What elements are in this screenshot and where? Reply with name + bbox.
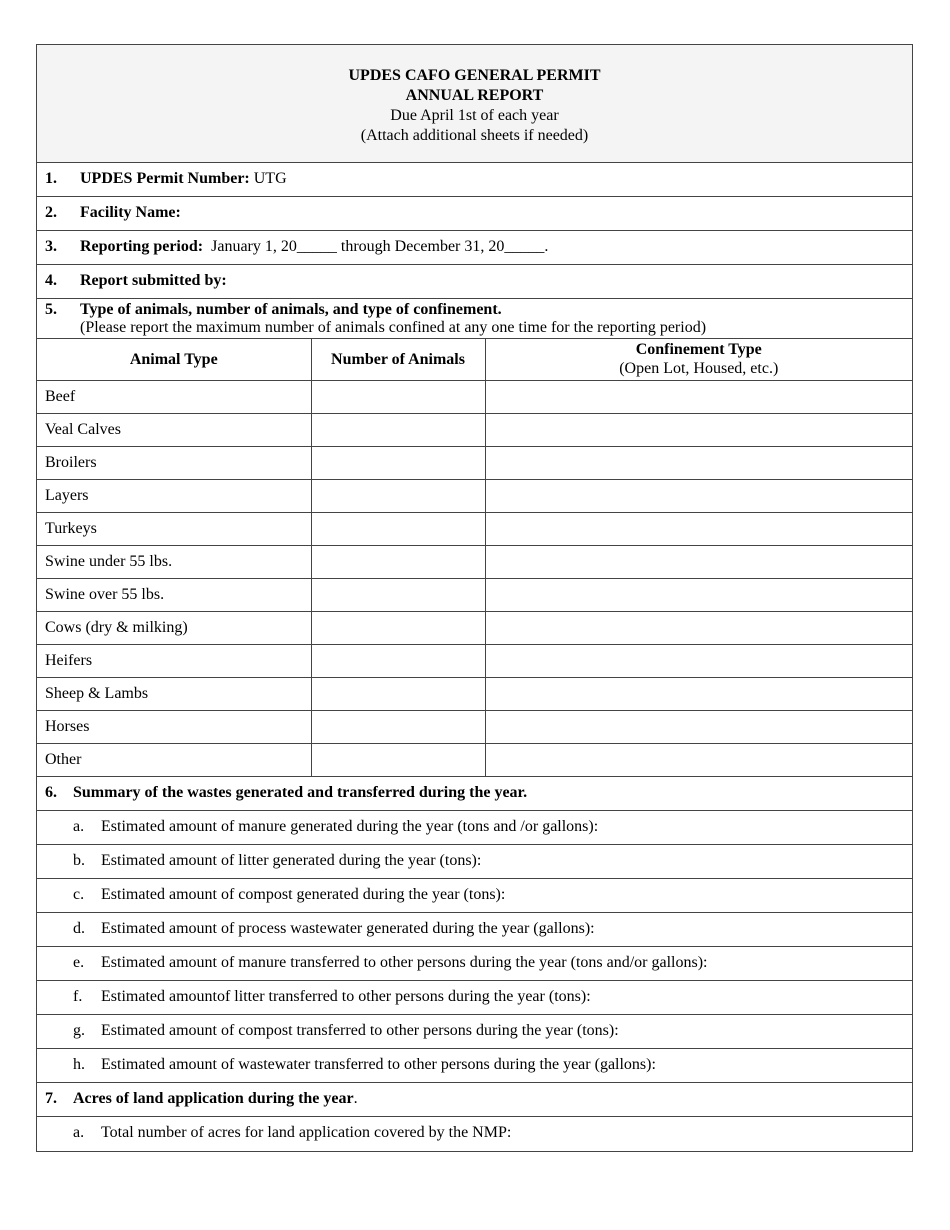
item-text: Estimated amount of compost generated during the year (tons): [101, 885, 506, 903]
animal-row [37, 545, 912, 578]
item-text: Estimated amount of litter generated during the year (tons): [101, 851, 482, 869]
summary-item [73, 852, 481, 870]
animal-type-cell: Broilers [37, 446, 311, 479]
number-of-animals-input[interactable] [311, 479, 485, 512]
item-text: Total number of acres for land application covered by the NMP: [101, 1123, 512, 1141]
column-number-of-animals: Number of Animals [311, 339, 485, 380]
reporting-period-label: Reporting period: [80, 238, 204, 255]
summary-item-row[interactable] [37, 947, 912, 981]
animal-type-cell: Heifers [37, 644, 311, 677]
land-application-field [73, 1090, 358, 1108]
confinement-type-input[interactable] [485, 710, 912, 743]
summary-item-row[interactable] [37, 811, 912, 845]
item-letter: c. [73, 885, 85, 903]
animal-type-cell: Cows (dry & milking) [37, 611, 311, 644]
facility-name-label: Facility Name: [80, 204, 181, 221]
permit-number-label: UPDES Permit Number: [80, 170, 250, 187]
item-text: Estimated amountof litter transferred to other persons during the year (tons): [101, 987, 591, 1005]
summary-item [73, 1056, 656, 1074]
animal-type-cell: Swine under 55 lbs. [37, 545, 311, 578]
column-animal-type: Animal Type [37, 339, 311, 380]
item-text: Estimated amount of process wastewater generated during the year (gallons): [101, 919, 595, 937]
animal-row [37, 413, 912, 446]
item-letter: b. [73, 851, 85, 869]
item-text: Estimated amount of manure transferred to other persons during the year (tons and/or gallons): [101, 953, 708, 971]
permit-number-value: UTG [253, 170, 287, 187]
summary-item-row[interactable] [37, 879, 912, 913]
summary-item [73, 818, 598, 836]
confinement-type-input[interactable] [485, 479, 912, 512]
land-application-period: . [353, 1089, 358, 1107]
item-letter: a. [73, 817, 85, 835]
confinement-type-input[interactable] [485, 512, 912, 545]
animal-type-cell: Sheep & Lambs [37, 677, 311, 710]
animal-type-cell: Veal Calves [37, 413, 311, 446]
summary-item [73, 886, 505, 904]
animal-row [37, 644, 912, 677]
item-letter: e. [73, 953, 85, 971]
permit-number-field[interactable] [80, 170, 287, 188]
animal-row [37, 479, 912, 512]
number-of-animals-input[interactable] [311, 743, 485, 776]
number-of-animals-input[interactable] [311, 710, 485, 743]
animal-row [37, 446, 912, 479]
form-subtitle: ANNUAL REPORT [405, 87, 544, 104]
animals-section-heading [37, 299, 912, 339]
animal-row [37, 677, 912, 710]
number-of-animals-input[interactable] [311, 611, 485, 644]
form-header [37, 45, 912, 163]
submitted-by-label: Report submitted by: [80, 272, 227, 289]
confinement-type-input[interactable] [485, 545, 912, 578]
facility-name-row[interactable] [37, 197, 912, 231]
confinement-type-input[interactable] [485, 578, 912, 611]
summary-item-row[interactable] [37, 913, 912, 947]
confinement-type-input[interactable] [485, 413, 912, 446]
animal-row [37, 512, 912, 545]
number-of-animals-input[interactable] [311, 677, 485, 710]
number-of-animals-input[interactable] [311, 545, 485, 578]
animal-row [37, 611, 912, 644]
q7-number: 7. [45, 1089, 57, 1107]
q1-number: 1. [45, 170, 57, 187]
animals-section-note: (Please report the maximum number of animals confined at any one time for the reporting period) [80, 319, 707, 336]
summary-item-row[interactable] [37, 1015, 912, 1049]
number-of-animals-input[interactable] [311, 512, 485, 545]
due-date-note: Due April 1st of each year [390, 107, 559, 124]
annual-report-form [36, 44, 913, 1152]
animal-type-cell: Turkeys [37, 512, 311, 545]
animal-row [37, 743, 912, 776]
animal-type-cell: Swine over 55 lbs. [37, 578, 311, 611]
wastes-section-label: Summary of the wastes generated and transferred during the year. [73, 783, 528, 801]
item-letter: d. [73, 919, 85, 937]
summary-item [73, 1124, 511, 1142]
reporting-period-value: January 1, 20_____ through December 31, 20_____. [211, 238, 549, 255]
land-application-heading [37, 1083, 912, 1117]
animals-section-label: Type of animals, number of animals, and type of confinement. [80, 301, 502, 318]
reporting-period-row[interactable] [37, 231, 912, 265]
summary-item-row[interactable] [37, 1117, 912, 1151]
animal-type-cell: Horses [37, 710, 311, 743]
q6-number: 6. [45, 783, 57, 801]
attach-note: (Attach additional sheets if needed) [360, 127, 589, 144]
confinement-type-title: Confinement Type [635, 341, 762, 359]
animal-type-cell: Beef [37, 380, 311, 413]
q4-number: 4. [45, 272, 57, 289]
animal-type-cell: Other [37, 743, 311, 776]
summary-item-row[interactable] [37, 981, 912, 1015]
item-letter: f. [73, 987, 83, 1005]
confinement-type-input[interactable] [485, 743, 912, 776]
confinement-type-input[interactable] [485, 380, 912, 413]
summary-item [73, 1022, 619, 1040]
number-of-animals-input[interactable] [311, 446, 485, 479]
summary-item-row[interactable] [37, 1049, 912, 1083]
column-confinement-type [485, 339, 912, 380]
animals-table-header [37, 339, 912, 380]
number-of-animals-input[interactable] [311, 578, 485, 611]
submitted-by-row[interactable] [37, 265, 912, 299]
item-letter: h. [73, 1055, 85, 1073]
q5-number: 5. [45, 301, 57, 318]
item-text: Estimated amount of manure generated during the year (tons and /or gallons): [101, 817, 599, 835]
summary-item [73, 954, 708, 972]
animal-row [37, 380, 912, 413]
reporting-period-field[interactable] [80, 238, 548, 256]
q2-number: 2. [45, 204, 57, 221]
land-application-label: Acres of land application during the year [73, 1089, 354, 1107]
number-of-animals-input[interactable] [311, 380, 485, 413]
form-title: UPDES CAFO GENERAL PERMIT [348, 67, 601, 84]
confinement-type-input[interactable] [485, 677, 912, 710]
summary-item [73, 988, 591, 1006]
confinement-type-subtitle: (Open Lot, Housed, etc.) [619, 360, 779, 378]
q3-number: 3. [45, 238, 57, 255]
item-text: Estimated amount of wastewater transferred to other persons during the year (gallons): [101, 1055, 656, 1073]
item-letter: g. [73, 1021, 85, 1039]
permit-number-row[interactable] [37, 163, 912, 197]
number-of-animals-input[interactable] [311, 413, 485, 446]
wastes-section-heading [37, 777, 912, 811]
animal-row [37, 578, 912, 611]
animal-row [37, 710, 912, 743]
animal-type-cell: Layers [37, 479, 311, 512]
item-letter: a. [73, 1123, 85, 1141]
confinement-type-input[interactable] [485, 644, 912, 677]
summary-item [73, 920, 595, 938]
item-text: Estimated amount of compost transferred to other persons during the year (tons): [101, 1021, 619, 1039]
confinement-type-input[interactable] [485, 611, 912, 644]
animals-table [37, 339, 912, 777]
number-of-animals-input[interactable] [311, 644, 485, 677]
confinement-type-input[interactable] [485, 446, 912, 479]
summary-item-row[interactable] [37, 845, 912, 879]
